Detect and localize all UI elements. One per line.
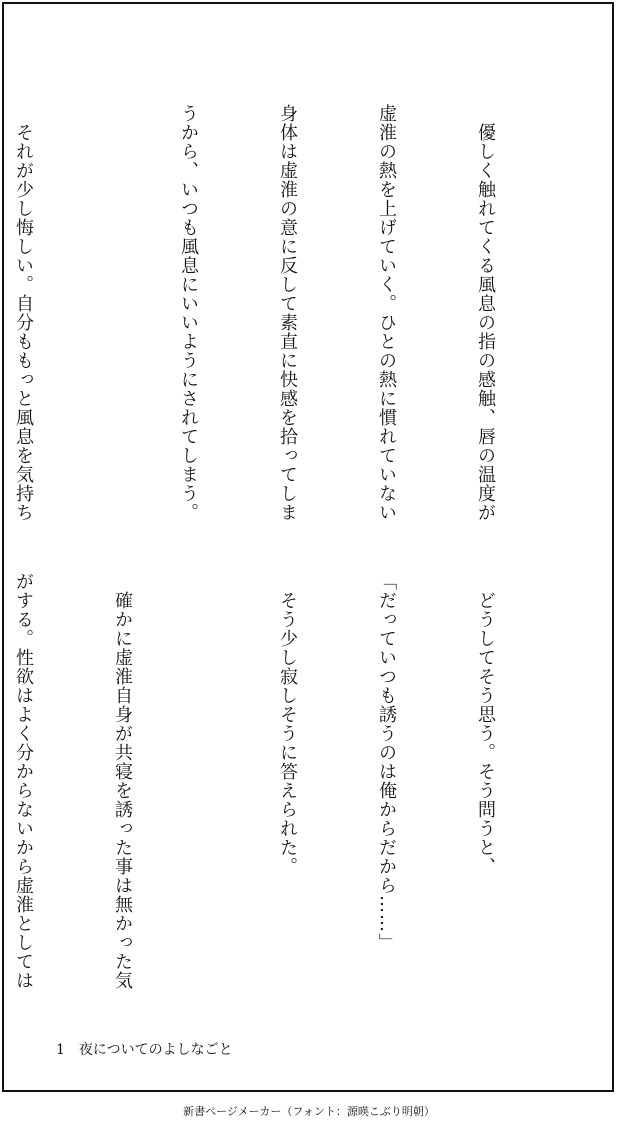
footer-credit: 新書ページメーカー（フォント：源暎こぶり明朝）	[183, 1105, 435, 1118]
text-line: 身体は虚淮の意に反して素直に快感を拾ってしま	[277, 104, 298, 522]
text-line: そう少し寂しそうに答えられた。	[277, 572, 298, 876]
text-block-top	[0, 104, 568, 544]
page-number: 1	[56, 1042, 65, 1058]
chapter-title: 夜についてのよしなごと	[78, 1042, 233, 1058]
text-line: 確かに虚淮自身が共寝を誘った事は無かった気	[112, 572, 133, 990]
text-line: どうしてそう思う。そう問うと、	[475, 572, 496, 876]
text-line: それが少し悔しい。自分ももっと風息を気持ち	[13, 104, 34, 522]
text-line: うから、いつも風息にいいようにされてしまう。	[178, 104, 199, 522]
text-line: 虚淮の熱を上げていく。ひとの熱に慣れていない	[376, 104, 397, 522]
running-footer	[56, 1039, 233, 1059]
text-block-bottom	[0, 572, 568, 1012]
text-line: 優しく触れてくる風息の指の感触、唇の温度が	[475, 104, 496, 522]
text-line: がする。性欲はよく分からないから虚淮としては	[13, 572, 34, 990]
page-frame	[2, 2, 614, 1092]
text-line: 「だっていつも誘うのは俺からだから……」	[376, 572, 397, 952]
